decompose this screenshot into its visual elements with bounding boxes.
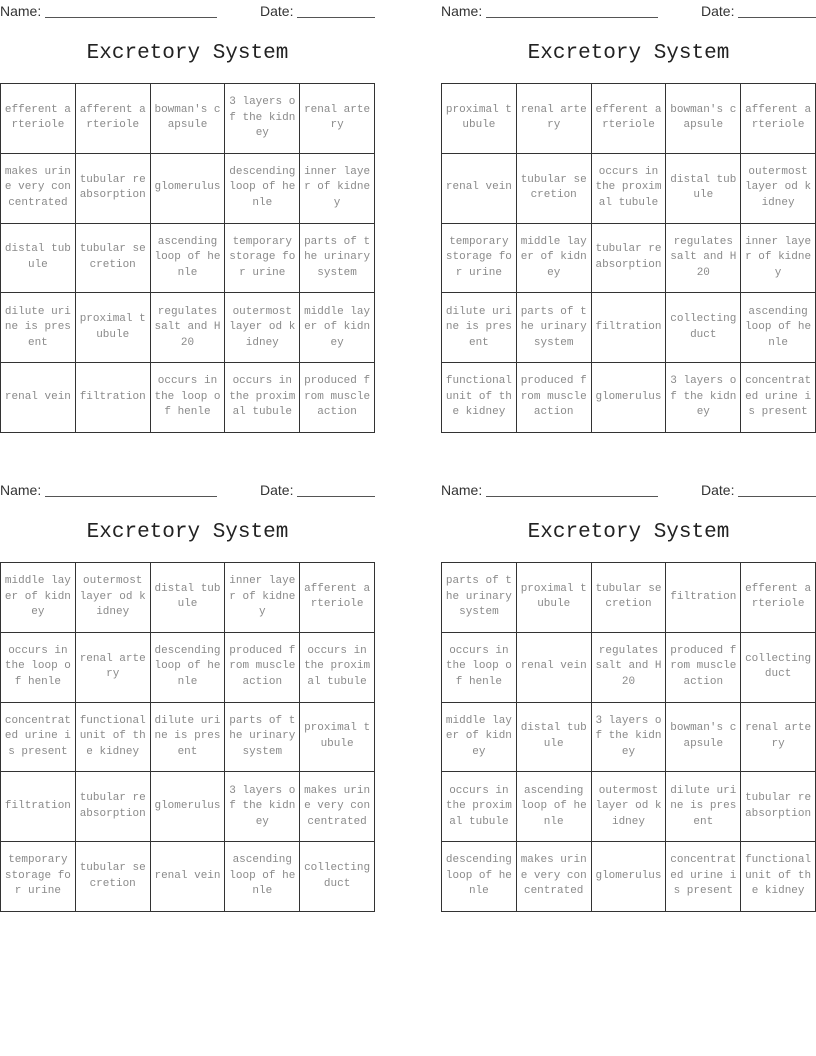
bingo-cell [741,363,816,433]
bingo-cell-text: functional unit of the kidney [745,854,812,898]
bingo-cell [741,633,816,703]
card-title: Excretory System [527,42,730,65]
bingo-cell-text: outermost layer od kidney [745,165,812,209]
bingo-cell-text: glomerulus [154,181,221,194]
bingo-cell-text: regulates salt and H20 [670,235,737,279]
bingo-card [441,479,816,898]
bingo-cell-text: parts of the urinary system [229,714,296,758]
bingo-cell [442,563,517,633]
bingo-cell-text: ascending loop of henle [520,784,587,828]
bingo-cell-text: temporary storage for urine [229,235,296,279]
bingo-cell [592,633,667,703]
name-date-row [0,0,375,22]
bingo-cell-text: produced from muscle action [520,375,587,419]
bingo-cell [300,84,375,154]
bingo-cell-text: dilute urine is present [4,305,71,349]
name-date-row [0,479,375,501]
bingo-cell [442,842,517,912]
bingo-cell-text: inner layer of kidney [745,235,812,279]
bingo-cell-text: regulates salt and H20 [154,305,221,349]
bingo-cell [225,154,300,224]
bingo-cell [442,293,517,363]
bingo-grid [441,562,816,912]
bingo-cell [666,84,741,154]
bingo-cell [151,563,226,633]
bingo-cell [666,224,741,294]
bingo-cell [517,703,592,773]
bingo-cell-text: concentrated urine is present [4,714,71,758]
bingo-cell-text: proximal tubule [304,722,371,750]
bingo-cell-text: regulates salt and H20 [595,644,662,688]
bingo-cell-text: renal vein [520,660,587,673]
bingo-cell-text: renal vein [4,390,71,403]
bingo-cell-text: inner layer of kidney [304,165,371,209]
bingo-cell [741,703,816,773]
bingo-cell-text: filtration [670,590,737,603]
bingo-cell [1,224,76,294]
bingo-cell [151,772,226,842]
date-label: Date: [260,482,294,498]
bingo-cell-text: makes urine very concentrated [520,854,587,898]
bingo-cell [151,633,226,703]
bingo-card [0,0,375,419]
bingo-cell [666,563,741,633]
bingo-cell-text: 3 layers of the kidney [595,714,662,758]
bingo-cell-text: tubular reabsorption [79,173,146,202]
bingo-card [0,479,375,898]
bingo-cell-text: renal artery [745,722,812,750]
bingo-cell [1,84,76,154]
bingo-cell [151,363,226,433]
bingo-cell-text: bowman's capsule [670,103,737,132]
name-date-row [441,0,816,22]
bingo-cell [592,84,667,154]
bingo-cell [517,224,592,294]
bingo-cell [300,293,375,363]
bingo-cell-text: dilute urine is present [670,784,737,828]
name-label: Name: [0,3,42,19]
bingo-cell [592,563,667,633]
bingo-cell-text: makes urine very concentrated [304,784,371,828]
bingo-cell [76,772,151,842]
bingo-cell-text: parts of the urinary system [445,575,512,619]
bingo-cell [666,154,741,224]
bingo-cell-text: ascending loop of henle [154,235,221,279]
bingo-cell-text: distal tubule [670,173,737,202]
bingo-cell-text: functional unit of the kidney [79,714,146,758]
bingo-cell-text: efferent arteriole [745,582,812,611]
name-label: Name: [441,482,483,498]
bingo-cell-text: proximal tubule [79,313,146,341]
bingo-cell-text: collecting duct [304,862,371,890]
bingo-cell-text: glomerulus [154,800,221,813]
bingo-cell-text: outermost layer od kidney [595,784,662,828]
bingo-cell-text: produced from muscle action [304,375,371,419]
bingo-cell-text: middle layer of kidney [520,235,587,279]
bingo-cell [151,703,226,773]
bingo-cell [300,633,375,703]
bingo-cell-text: tubular secretion [79,243,146,271]
bingo-cell [76,84,151,154]
bingo-cell-text: bowman's capsule [670,722,737,750]
bingo-cell [1,842,76,912]
bingo-cell [1,154,76,224]
date-blank-line [738,496,816,497]
bingo-cell [517,154,592,224]
bingo-cell-text: collecting duct [745,652,812,681]
bingo-cell [666,772,741,842]
bingo-cell [741,84,816,154]
bingo-cell-text: renal vein [445,181,512,194]
bingo-cell [76,633,151,703]
bingo-cell-text: outermost layer od kidney [79,575,146,619]
date-blank-line [297,17,375,18]
name-label: Name: [0,482,42,498]
bingo-cell [666,842,741,912]
bingo-cell-text: renal vein [154,869,221,882]
bingo-cell-text: outermost layer od kidney [229,305,296,349]
bingo-cell [442,224,517,294]
date-label: Date: [260,3,294,19]
bingo-cell [225,703,300,773]
bingo-cell-text: ascending loop of henle [229,854,296,898]
bingo-cell [76,703,151,773]
bingo-cell-text: descending loop of henle [154,644,221,688]
bingo-card [441,0,816,419]
bingo-cell [442,84,517,154]
bingo-cell-text: tubular secretion [595,582,662,611]
name-label: Name: [441,3,483,19]
bingo-cell-text: middle layer of kidney [304,305,371,349]
bingo-cell [225,563,300,633]
bingo-cell [76,842,151,912]
name-blank-line [45,496,217,497]
bingo-cell [1,703,76,773]
bingo-cell [666,293,741,363]
bingo-cell-text: collecting duct [670,313,737,341]
bingo-cell [225,84,300,154]
bingo-cell-text: occurs in the proximal tubule [229,375,296,419]
bingo-cell-text: filtration [595,321,662,334]
bingo-cell [300,703,375,773]
bingo-cell [741,563,816,633]
bingo-cell [442,363,517,433]
name-blank-line [486,496,658,497]
card-title: Excretory System [86,42,289,65]
bingo-cell-text: parts of the urinary system [304,235,371,279]
bingo-cell-text: renal artery [79,652,146,681]
bingo-cell-text: proximal tubule [445,103,512,132]
bingo-cell-text: bowman's capsule [154,103,221,132]
bingo-cell [76,563,151,633]
card-title: Excretory System [86,521,289,544]
bingo-cell-text: tubular secretion [79,862,146,890]
date-blank-line [738,17,816,18]
bingo-cell-text: occurs in the loop of henle [4,644,71,688]
bingo-cell-text: efferent arteriole [4,103,71,132]
bingo-cell-text: tubular reabsorption [79,792,146,820]
bingo-cell [300,772,375,842]
bingo-cell [666,703,741,773]
bingo-cell-text: dilute urine is present [445,305,512,349]
bingo-cell-text: tubular reabsorption [595,243,662,271]
bingo-cell [442,154,517,224]
bingo-cell [1,633,76,703]
bingo-cell-text: 3 layers of the kidney [229,784,296,828]
bingo-cell-text: ascending loop of henle [745,305,812,349]
bingo-cell [1,293,76,363]
bingo-cell-text: distal tubule [154,582,221,611]
bingo-cell-text: concentrated urine is present [745,375,812,419]
bingo-cell-text: middle layer of kidney [445,714,512,758]
bingo-cell [300,842,375,912]
bingo-cell-text: renal artery [520,103,587,132]
bingo-cell-text: inner layer of kidney [229,575,296,619]
bingo-cell-text: tubular reabsorption [745,792,812,820]
bingo-cell-text: distal tubule [520,722,587,750]
name-blank-line [486,17,658,18]
bingo-cell [592,154,667,224]
bingo-cell-text: proximal tubule [520,582,587,611]
bingo-cell [517,363,592,433]
card-title: Excretory System [527,521,730,544]
bingo-cell-text: occurs in the proximal tubule [304,644,371,688]
bingo-cell [592,772,667,842]
bingo-cell-text: temporary storage for urine [4,854,71,898]
bingo-cell [741,293,816,363]
bingo-cell-text: distal tubule [4,243,71,271]
bingo-cell-text: tubular secretion [520,173,587,202]
bingo-cell [76,154,151,224]
bingo-cell [517,293,592,363]
bingo-cell-text: occurs in the loop of henle [154,375,221,419]
bingo-cell [666,633,741,703]
bingo-cell-text: descending loop of henle [445,854,512,898]
date-label: Date: [701,3,735,19]
bingo-cell [225,224,300,294]
bingo-cell-text: afferent arteriole [304,582,371,611]
bingo-cell [592,363,667,433]
bingo-cell [225,772,300,842]
bingo-cell-text: occurs in the proximal tubule [445,784,512,828]
bingo-cell-text: filtration [4,800,71,813]
bingo-cell [592,293,667,363]
bingo-cell [592,703,667,773]
bingo-cell [225,633,300,703]
bingo-cell [151,224,226,294]
bingo-cell-text: temporary storage for urine [445,235,512,279]
bingo-cell [76,363,151,433]
bingo-cell-text: concentrated urine is present [670,854,737,898]
bingo-cell-text: glomerulus [595,869,662,882]
bingo-cell [592,842,667,912]
bingo-cell [1,772,76,842]
bingo-cell-text: afferent arteriole [745,103,812,132]
name-date-row [441,479,816,501]
bingo-cell [741,772,816,842]
bingo-cell [592,224,667,294]
bingo-cell [741,154,816,224]
bingo-cell [1,563,76,633]
bingo-cell-text: middle layer of kidney [4,575,71,619]
bingo-cell-text: 3 layers of the kidney [670,375,737,419]
bingo-cell [517,772,592,842]
bingo-cell [442,633,517,703]
bingo-cell-text: 3 layers of the kidney [229,96,296,140]
bingo-cell [666,363,741,433]
bingo-cell [741,224,816,294]
bingo-cell [1,363,76,433]
bingo-cell-text: filtration [79,390,146,403]
bingo-cell [151,154,226,224]
bingo-cell-text: occurs in the proximal tubule [595,165,662,209]
bingo-cell [225,842,300,912]
bingo-grid [0,83,375,433]
bingo-cell-text: produced from muscle action [229,644,296,688]
bingo-cell [151,842,226,912]
date-blank-line [297,496,375,497]
bingo-cell [76,224,151,294]
bingo-grid [0,562,375,912]
bingo-cell-text: renal artery [304,103,371,132]
bingo-cell [741,842,816,912]
bingo-cell [442,703,517,773]
bingo-cell [300,563,375,633]
bingo-cell [517,842,592,912]
bingo-cell-text: descending loop of henle [229,165,296,209]
bingo-cell [300,154,375,224]
name-blank-line [45,17,217,18]
bingo-cell [300,363,375,433]
bingo-cell [517,563,592,633]
bingo-cell [151,84,226,154]
bingo-cell-text: dilute urine is present [154,714,221,758]
bingo-cell [225,293,300,363]
bingo-cell [517,84,592,154]
bingo-cell [517,633,592,703]
bingo-cell-text: glomerulus [595,390,662,403]
bingo-cell-text: functional unit of the kidney [445,375,512,419]
bingo-cell-text: produced from muscle action [670,644,737,688]
bingo-cell [225,363,300,433]
bingo-cell [151,293,226,363]
bingo-cell [442,772,517,842]
bingo-cell-text: efferent arteriole [595,103,662,132]
bingo-cell-text: afferent arteriole [79,103,146,132]
bingo-grid [441,83,816,433]
bingo-cell-text: parts of the urinary system [520,305,587,349]
bingo-cell [300,224,375,294]
bingo-cell-text: makes urine very concentrated [4,165,71,209]
date-label: Date: [701,482,735,498]
bingo-cell-text: occurs in the loop of henle [445,644,512,688]
bingo-cell [76,293,151,363]
